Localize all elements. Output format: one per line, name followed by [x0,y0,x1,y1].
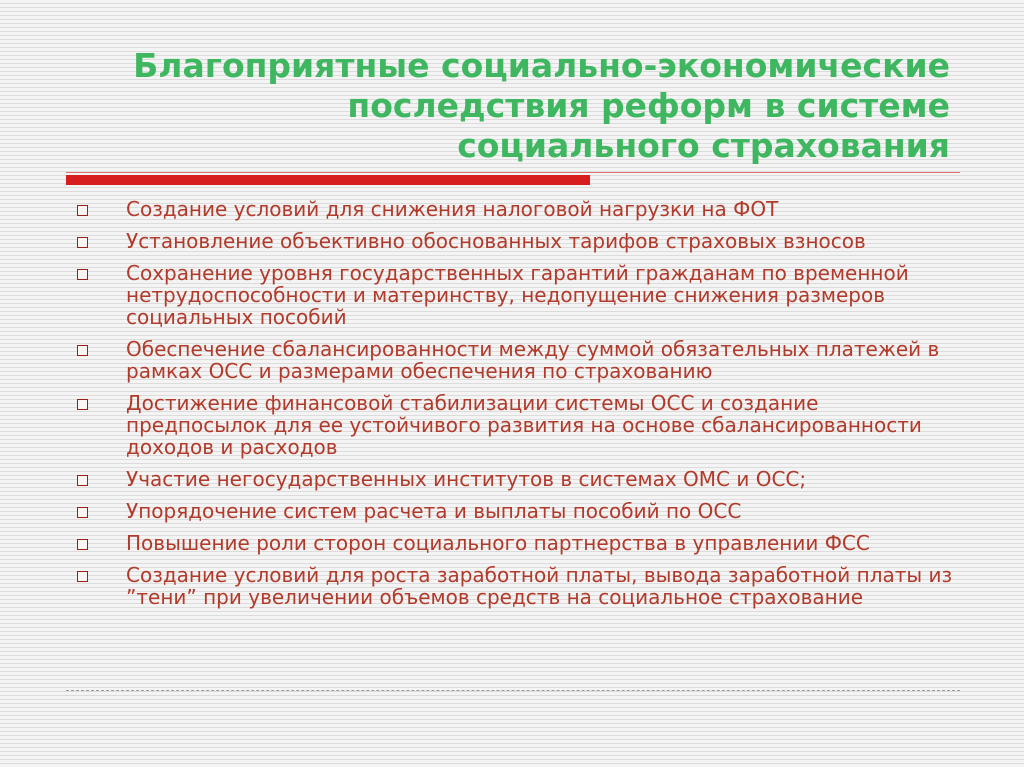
square-bullet-icon [77,345,88,356]
footer-divider [66,690,960,691]
bullet-text: Упорядочение систем расчета и выплаты пособий по ОСС [126,499,742,523]
bullet-item-5 [74,392,954,458]
bullet-text: Повышение роли сторон социального партнерства в управлении ФСС [126,531,870,555]
square-bullet-icon [77,507,88,518]
bullet-text: Создание условий для снижения налоговой нагрузки на ФОТ [126,197,779,221]
square-bullet-icon [77,269,88,280]
bullet-text: Достижение финансовой стабилизации системы ОСС и создание предпосылок для ее устойчивого развития на основе сбалансированности доходов и расходов [126,391,922,459]
bullet-item-2 [74,230,954,252]
bullet-text: Установление объективно обоснованных тарифов страховых взносов [126,229,866,253]
square-bullet-icon [77,571,88,582]
square-bullet-icon [77,475,88,486]
bullet-item-8 [74,532,954,554]
square-bullet-icon [77,205,88,216]
square-bullet-icon [77,399,88,410]
bullet-text: Обеспечение сбалансированности между суммой обязательных платежей в рамках ОСС и размерами обеспечения по страхованию [126,337,940,383]
bullet-item-3 [74,262,954,328]
bullet-text: Сохранение уровня государственных гарантий гражданам по временной нетрудоспособности и материнству, недопущение снижения размеров социальных пособий [126,261,909,329]
title-divider-accent-bar [66,175,590,185]
bullet-item-9 [74,564,954,608]
title-line-1: Благоприятные социально-экономические [133,46,950,85]
square-bullet-icon [77,237,88,248]
bullet-item-1 [74,198,954,220]
bullet-item-7 [74,500,954,522]
bullet-item-6 [74,468,954,490]
bullet-text: Создание условий для роста заработной платы, вывода заработной платы из ”тени” при увеличении объемов средств на социальное страхование [126,563,953,609]
square-bullet-icon [77,539,88,550]
bullet-text: Участие негосударственных институтов в системах ОМС и ОСС; [126,467,807,491]
title-line-3: социального страхования [457,126,950,165]
bullet-list [74,198,954,618]
slide-title [70,46,950,166]
title-line-2: последствия реформ в системе [347,86,950,125]
title-divider-thin [66,172,960,173]
bullet-item-4 [74,338,954,382]
